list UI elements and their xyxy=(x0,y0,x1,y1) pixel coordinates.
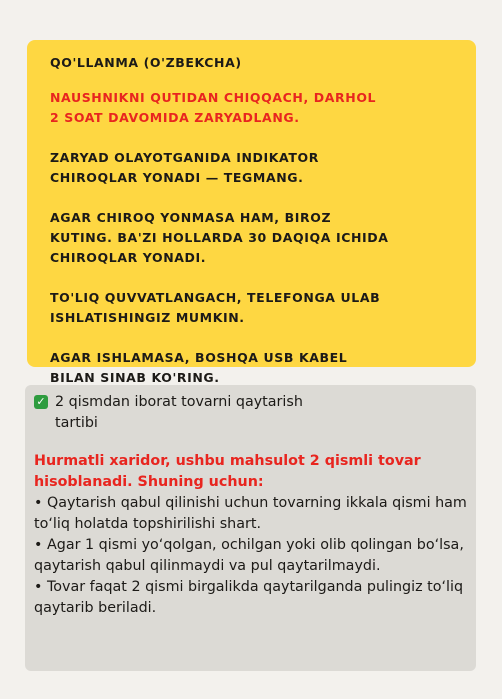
charging-warning: NAUSHNIKNI QUTIDAN CHIQQACH, DARHOL 2 SOAT DAVOMIDA ZARYADLANG. xyxy=(50,90,377,125)
instruction-usb-cable: AGAR ISHLAMASA, BOSHQA USB KABEL BILAN SINAB KO'RING. xyxy=(50,350,348,385)
return-policy-header xyxy=(34,392,468,434)
instruction-connect-phone: TO'LIQ QUVVATLANGACH, TELEFONGA ULAB ISHLATISHINGIZ MUMKIN. xyxy=(50,290,381,325)
return-policy-card xyxy=(25,385,476,671)
check-mark-icon: ✓ xyxy=(34,395,48,409)
instructions-title: QO'LLANMA (O'ZBEKCHA) xyxy=(50,55,242,70)
return-policy-title: 2 qismdan iborat tovarni qaytarish tartibi xyxy=(55,394,303,431)
return-policy-warning: Hurmatli xaridor, ushbu mahsulot 2 qismli tovar hisoblanadi. Shuning uchun: xyxy=(34,453,421,490)
return-policy-bullet: • Qaytarish qabul qilinishi uchun tovarning ikkala qismi ham to‘liq holatda topshirilishi shart. xyxy=(34,495,467,532)
return-policy-bullet: • Tovar faqat 2 qismi birgalikda qaytarilganda pulingiz to‘liq qaytarib beriladi. xyxy=(34,579,464,616)
instruction-indicator: ZARYAD OLAYOTGANIDA INDIKATOR CHIROQLAR YONADI — TEGMANG. xyxy=(50,150,319,185)
instruction-wait: AGAR CHIROQ YONMASA HAM, BIROZ KUTING. BA'ZI HOLLARDA 30 DAQIQA ICHIDA CHIROQLAR YONADI. xyxy=(50,210,389,265)
instructions-card xyxy=(27,40,476,385)
return-policy-bullet: • Agar 1 qismi yo‘qolgan, ochilgan yoki olib qolingan bo‘lsa, qaytarish qabul qilinmaydi va pul qaytarilmaydi. xyxy=(34,537,464,574)
